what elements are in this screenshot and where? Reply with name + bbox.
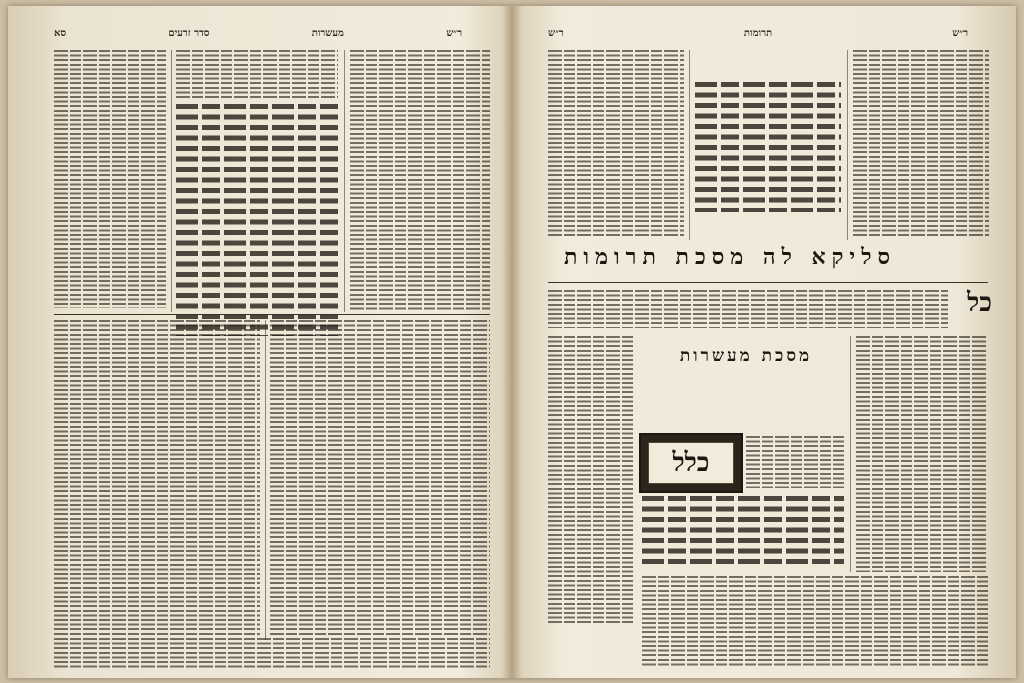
colophon-line: סליקא לה מסכת תרומות: [563, 244, 896, 270]
column-divider: [847, 50, 848, 240]
side-commentary-right: [856, 336, 988, 572]
column-divider: [344, 50, 345, 312]
column-divider: [850, 336, 851, 572]
right-page: [520, 6, 1016, 678]
right-head-right: ר״ש: [952, 28, 968, 39]
upper-commentary-right: [853, 50, 989, 236]
lower-commentary-right: [270, 320, 490, 636]
right-running-head: [548, 28, 968, 42]
upper-commentary-left: [548, 50, 684, 236]
column-divider: [689, 50, 690, 240]
tractate-title: מסכת מעשרות: [679, 346, 813, 366]
intro-commentary: [548, 290, 948, 328]
mishnah-opening-text: [642, 496, 844, 568]
right-head-left: ר״ש: [548, 28, 564, 39]
lower-commentary: [642, 576, 988, 668]
commentary-block-top: [176, 50, 338, 98]
lower-commentary-left: [54, 320, 260, 636]
commentary-column-inner: [350, 50, 490, 312]
opening-word: כל: [967, 288, 992, 318]
left-head-center: מעשרות: [311, 28, 344, 39]
section-rule: [548, 282, 988, 283]
side-commentary-left: [548, 336, 634, 626]
column-divider: [265, 320, 266, 640]
folio-number: סא: [54, 28, 67, 39]
right-head-center: תרומות: [743, 28, 773, 39]
commentary-beside-initial: [746, 436, 844, 488]
footer-commentary: [54, 638, 490, 668]
left-running-head: [54, 28, 462, 42]
section-rule: [54, 314, 490, 315]
commentary-column-outer: [54, 50, 166, 308]
column-divider: [171, 50, 172, 312]
mishnah-main-text: [176, 104, 338, 336]
mishnah-upper-text: [695, 82, 841, 212]
open-book-spread: [8, 6, 1016, 678]
left-head-left: סדר זרעים: [168, 28, 210, 39]
decorated-initial: כלל: [648, 442, 734, 484]
book-gutter: [502, 6, 522, 678]
left-head-right: ר״ש: [446, 28, 462, 39]
decorated-initial-block: [639, 433, 743, 493]
left-page: [8, 6, 504, 678]
